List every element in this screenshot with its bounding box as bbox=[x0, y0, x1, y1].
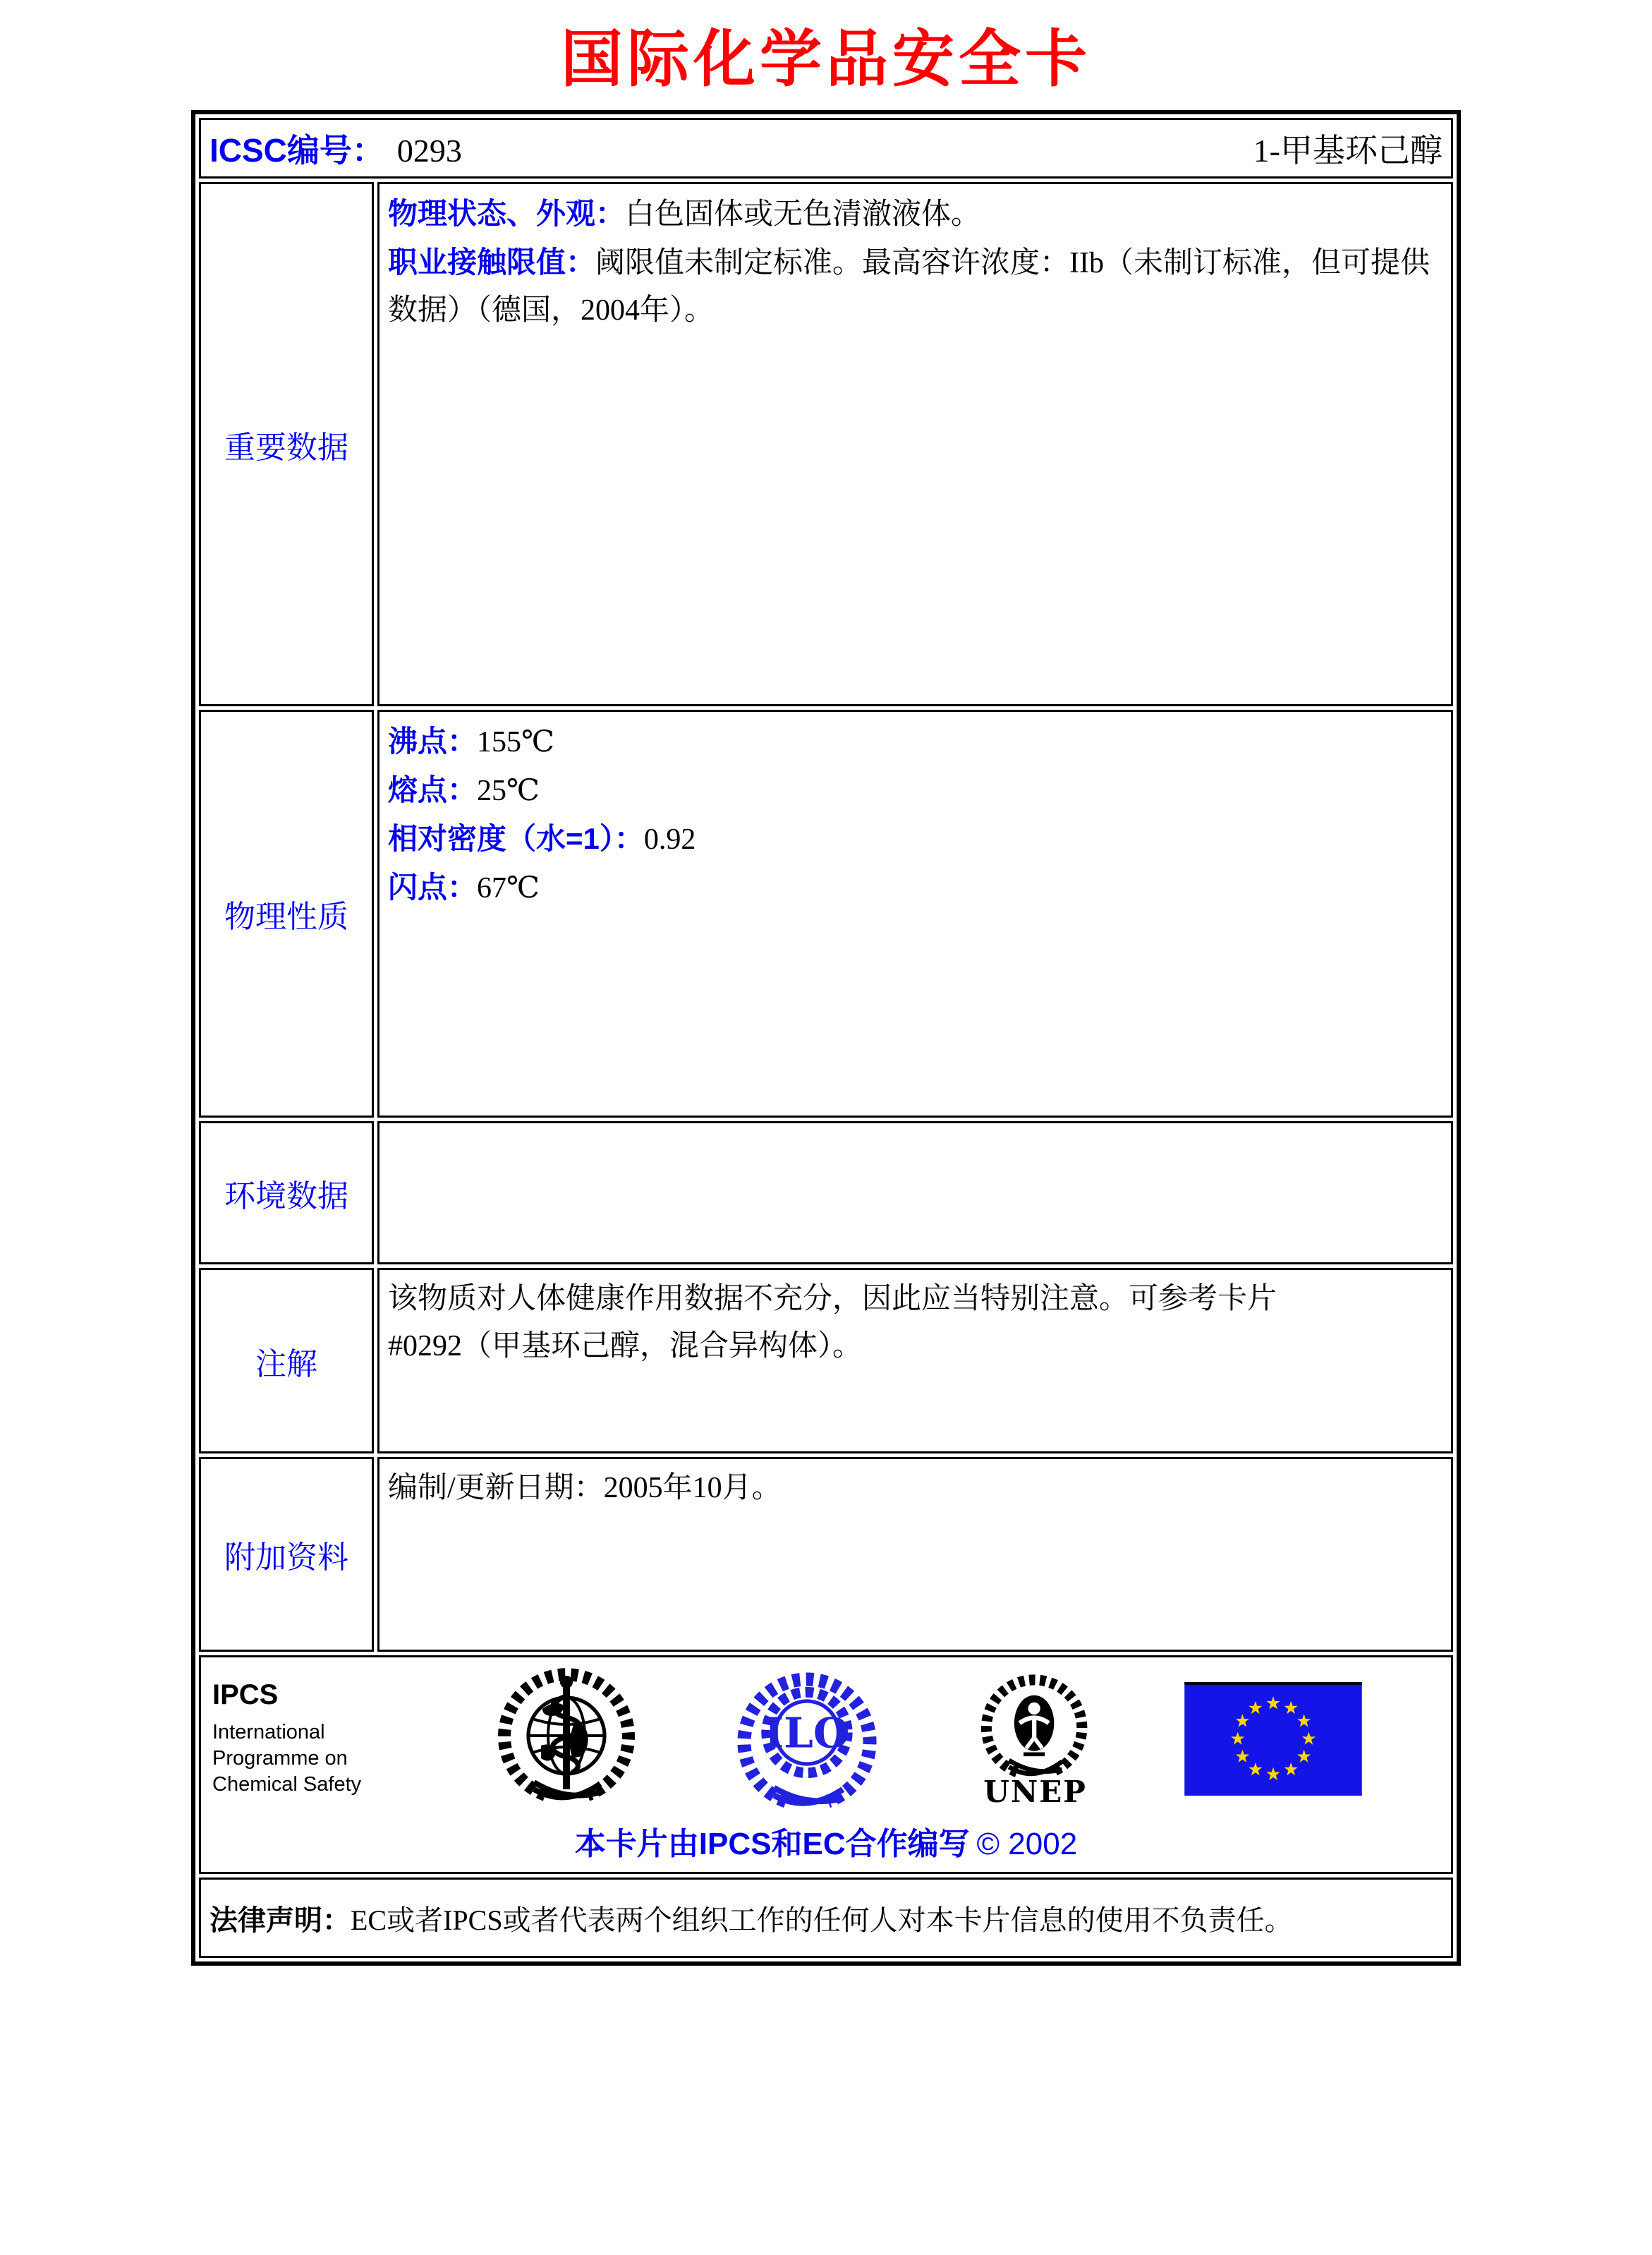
row-label-important-data: 重要数据 bbox=[199, 182, 374, 706]
legal-label: 法律声明： bbox=[209, 1904, 351, 1936]
eu-flag-icon bbox=[1184, 1682, 1362, 1796]
field-line bbox=[388, 815, 1443, 864]
icsc-card-table bbox=[191, 110, 1461, 1966]
copyright-text: 本卡片由IPCS和EC合作编写 bbox=[574, 1827, 970, 1861]
field-label: 相对密度（水=1）： bbox=[388, 822, 644, 855]
header-cell bbox=[199, 118, 1453, 179]
table-row-important-data bbox=[199, 182, 1453, 706]
who-logo-icon bbox=[487, 1668, 646, 1809]
icsc-number-group bbox=[209, 125, 462, 171]
chemical-name: 1-甲基环己醇 bbox=[1253, 133, 1443, 169]
legal-cell bbox=[199, 1878, 1453, 1958]
field-value: 0.92 bbox=[643, 823, 696, 856]
field-value: 67℃ bbox=[477, 872, 540, 905]
legal-row bbox=[199, 1878, 1453, 1958]
table-row-physical-properties bbox=[199, 710, 1453, 1118]
ipcs-subtitle-line: Programme on bbox=[212, 1747, 348, 1770]
field-line bbox=[388, 238, 1443, 334]
page-title: 国际化学品安全卡 bbox=[560, 22, 1091, 95]
footer-row bbox=[199, 1655, 1453, 1874]
ipcs-subtitle-line: International bbox=[212, 1721, 325, 1743]
logos-row bbox=[212, 1666, 1440, 1811]
field-value: 阈限值未制定标准。最高容许浓度：IIb（未制订标准，但可提供数据）（德国，2004年）。 bbox=[388, 247, 1430, 327]
field-value: 25℃ bbox=[477, 775, 540, 807]
ipcs-title: IPCS bbox=[212, 1679, 279, 1710]
icsc-number-label: ICSC编号： bbox=[209, 132, 384, 169]
footer-cell bbox=[199, 1655, 1453, 1874]
ipcs-subtitle bbox=[212, 1719, 404, 1798]
row-label-notes: 注解 bbox=[199, 1268, 374, 1453]
field-line bbox=[388, 190, 1443, 238]
field-line bbox=[388, 1465, 1443, 1512]
field-value: 白色固体或无色清澈液体。 bbox=[625, 198, 981, 231]
field-value: #0292（甲基环己醇，混合异构体）。 bbox=[388, 1330, 863, 1362]
unep-logo-block bbox=[968, 1669, 1103, 1809]
field-line bbox=[388, 1276, 1443, 1323]
row-label-environmental-data: 环境数据 bbox=[199, 1121, 374, 1264]
legal-text: EC或者IPCS或者代表两个组织工作的任何人对本卡片信息的使用不负责任。 bbox=[351, 1904, 1293, 1936]
field-line bbox=[388, 1323, 1443, 1370]
icsc-number-value: 0293 bbox=[396, 133, 462, 169]
ilo-logo-icon bbox=[728, 1664, 886, 1813]
field-label: 熔点： bbox=[388, 773, 478, 806]
row-content-physical-properties bbox=[377, 710, 1453, 1118]
copyright-line bbox=[212, 1818, 1440, 1863]
field-value: 该物质对人体健康作用数据不充分，因此应当特别注意。可参考卡片 bbox=[388, 1283, 1277, 1315]
copyright-year: © 2002 bbox=[976, 1827, 1078, 1861]
field-label: 沸点： bbox=[388, 725, 478, 758]
ilo-letters: ILO bbox=[764, 1707, 850, 1758]
table-row-environmental-data bbox=[199, 1121, 1453, 1264]
field-line bbox=[388, 718, 1443, 766]
table-row-additional-info bbox=[199, 1457, 1453, 1652]
row-label-physical-properties: 物理性质 bbox=[199, 710, 374, 1118]
field-value: 155℃ bbox=[477, 726, 554, 758]
row-content-environmental-data bbox=[377, 1121, 1453, 1264]
unep-label: UNEP bbox=[983, 1774, 1087, 1809]
field-value: 编制/更新日期：2005年10月。 bbox=[388, 1472, 782, 1504]
field-label: 闪点： bbox=[388, 871, 478, 904]
field-line bbox=[388, 766, 1443, 815]
ipcs-subtitle-line: Chemical Safety bbox=[212, 1773, 362, 1796]
row-content-additional-info bbox=[377, 1457, 1453, 1652]
field-line bbox=[388, 864, 1443, 912]
unep-logo-icon bbox=[968, 1669, 1103, 1780]
header-row bbox=[199, 118, 1453, 179]
row-label-additional-info: 附加资料 bbox=[199, 1457, 374, 1652]
row-content-notes bbox=[377, 1268, 1453, 1453]
row-content-important-data bbox=[377, 182, 1453, 706]
ipcs-text-block bbox=[212, 1679, 404, 1798]
table-row-notes bbox=[199, 1268, 1453, 1453]
field-label: 职业接触限值： bbox=[388, 246, 596, 279]
field-label: 物理状态、外观： bbox=[388, 197, 626, 230]
